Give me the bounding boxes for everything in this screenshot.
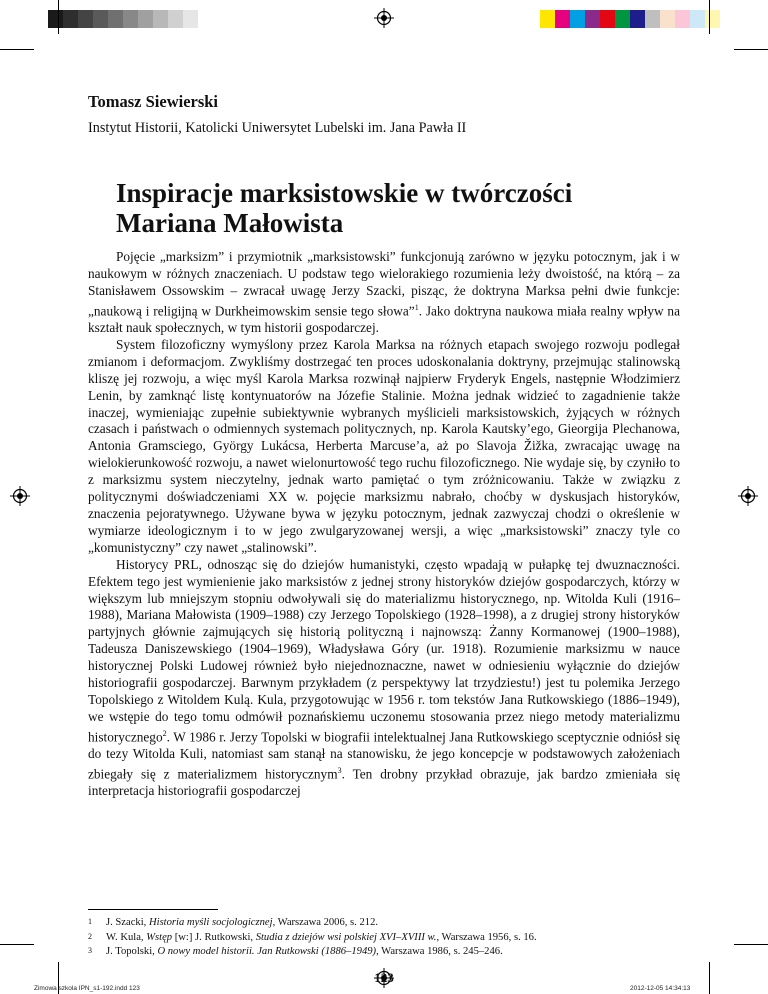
color-swatch [645, 10, 660, 28]
color-swatch [48, 10, 63, 28]
footnote-number: 3 [88, 946, 92, 956]
footnote-ref[interactable]: 3 [337, 766, 342, 776]
color-swatch [585, 10, 600, 28]
footnotes [88, 916, 680, 960]
color-swatch [675, 10, 690, 28]
footnote-separator [88, 909, 218, 910]
color-swatch [615, 10, 630, 28]
footnote-ref[interactable]: 1 [414, 302, 419, 312]
crop-mark [58, 0, 59, 34]
footnote: 3 J. Topolski, O nowy model historii. Jan Rutkowski (1886–1949), Warszawa 1986, s. 245–246. [88, 946, 503, 958]
color-swatch [660, 10, 675, 28]
paragraph: System filozoficzny wymyślony przez Karola Marksa na różnych etapach swojego rozwoju podlegał zmianom i deformacjom. Zwykliśmy dostrzegać ten proces udoskonalania doktryny, przejmując stalinowską kliszę jej rozwoju, a więc myśl Karola Marksa rozwinął najpierw Fryderyk Engels, następnie Włodzimierz Lenin, by zamknąć listę kontynuatorów na Józefie Stalinie. Można jednak widzieć to zagadnienie także inaczej, wymieniając zupełnie subiektywnie wybranych myślicieli marksistowskich, żyjących w różnych czasach i państwach o odmiennych systemach politycznych, np. Karola Kautsky’ego, Gieorgija Plechanowa, Antonia Gramsciego, György Lukácsa, Herberta Marcuse’a, aż po Slavoja Žižka, zwracając uwagę na wielokierunkowość rozwoju, a nawet wielonurtowość tego ruchu filozoficznego. Nie wydaje się, by czyniło to z marksizmu system nieczytelny, jednak warto pamiętać o tym zróżnicowaniu. Także w związku z politycznymi doświadczeniami XX w. pojęcie marksizmu nabrało, choćby w dyskusjach historyków, znaczenia pejoratywnego. Używane bywa w języku potocznym, jednak zazwyczaj chodzi o określenie w wymiarze ideologicznym i to w jego zwulgaryzowanej wersji, a więc „marksistowski” znaczy tyle co „komunistyczny” czy nawet „stalinowski”. [88, 336, 680, 555]
crop-mark [734, 49, 768, 50]
crop-mark [709, 0, 710, 34]
color-swatch [690, 10, 705, 28]
color-swatch [138, 10, 153, 28]
color-bar [540, 10, 720, 28]
title-line: Inspiracje marksistowskie w twórczości [116, 178, 573, 208]
grayscale-bar [48, 10, 198, 28]
timestamp-slug: 2012-12-05 14:34:13 [630, 985, 691, 992]
color-swatch [570, 10, 585, 28]
color-swatch [108, 10, 123, 28]
color-swatch [78, 10, 93, 28]
color-swatch [153, 10, 168, 28]
footnote-ref[interactable]: 2 [162, 728, 167, 738]
color-swatch [600, 10, 615, 28]
author-name: Tomasz Siewierski [88, 92, 219, 111]
registration-mark-icon [374, 8, 394, 28]
color-swatch [123, 10, 138, 28]
paragraph: Pojęcie „marksizm” i przymiotnik „marksistowski” funkcjonują zarówno w języku potocznym, jak i w naukowym w różnych znaczeniach. U podstaw tego wielorakiego rozumienia leży dwoistość, na którą – za Stanisławem Ossowskim – zwracał uwagę Jerzy Szacki, pisząc, że doktryna Marksa pełni dwie funkcje: „naukową i religijną w Durkheimowskim sensie tego słowa”$^1$. Jako doktryna naukowa miała realny wpływ na kształt nauk społecznych, w tym historii gospodarczej. [88, 249, 680, 336]
color-swatch [555, 10, 570, 28]
color-swatch [93, 10, 108, 28]
registration-mark-icon [738, 486, 758, 506]
footnote: 1 J. Szacki, Historia myśli socjologicznej, Warszawa 2006, s. 212. [88, 917, 379, 928]
file-slug: Zimowa szkola IPN_s1-192.indd 123 [34, 985, 140, 992]
footnote-number: 1 [88, 917, 92, 926]
color-swatch [540, 10, 555, 28]
title-line: Mariana Małowista [116, 208, 344, 238]
author-affiliation: Instytut Historii, Katolicki Uniwersytet Lubelski im. Jana Pawła II [88, 120, 467, 136]
page-number: 123 [374, 970, 394, 985]
registration-mark-icon [10, 486, 30, 506]
color-swatch [183, 10, 198, 28]
crop-mark [0, 49, 34, 50]
color-swatch [630, 10, 645, 28]
color-swatch [705, 10, 720, 28]
article-body [88, 249, 680, 800]
color-swatch [168, 10, 183, 28]
crop-mark [0, 944, 34, 945]
article-title [116, 178, 572, 238]
crop-mark [734, 944, 768, 945]
footnote-number: 2 [88, 931, 92, 941]
color-swatch [63, 10, 78, 28]
footnote: 2 W. Kula, Wstęp [w:] J. Rutkowski, Studia z dziejów wsi polskiej XVI–XVIII w., Warszawa 1956, s. 16. [88, 931, 537, 943]
paragraph: Historycy PRL, odnosząc się do dziejów humanistyki, często wpadają w pułapkę tej dwuznaczności. Efektem tego jest wymienienie jako marksistów z jednej strony historyków dziejów gospodarczych, którzy w większym lub mniejszym stopniu odwoływali się do materializmu historycznego, np. Witolda Kuli (1916–1988), Mariana Małowista (1909–1988) czy Jerzego Topolskiego (1928–1998), a z drugiej strony historyków partyjnych głównie zajmujących się historią polityczną i najnowszą: Żanny Kormanowej (1900–1988), Tadeusza Daniszewskiego (1904–1969), Władysława Góry (ur. 1918). Rozumienie marksizmu w nauce historycznej Polski Ludowej również było niejednoznaczne, nawet w odniesieniu wyłącznie do dziejów historiografii gospodarczej. Barwnym przykładem (z perspektywy lat trzydziestu!) jest tu polemika Jerzego Topolskiego z Witoldem Kulą. Kula, przygotowując w 1956 r. tom tekstów Jana Rutkowskiego (1886–1949), we wstępie do tego tomu odmówił poznańskiemu uczonemu stosowania przez niego metody materializmu historycznego$^2$. W 1986 r. Jerzy Topolski w biografii intelektualnej Jana Rutkowskiego sceptycznie odniósł się do tezy Witolda Kuli, natomiast sam stanął na stanowisku, że jego koncepcje w podstawowych założeniach zbiegały się z materializmem historycznym$^3$. Ten drobny przykład obrazuje, jak bardzo zmieniała się interpretacja historiografii gospodarczej [88, 556, 680, 799]
